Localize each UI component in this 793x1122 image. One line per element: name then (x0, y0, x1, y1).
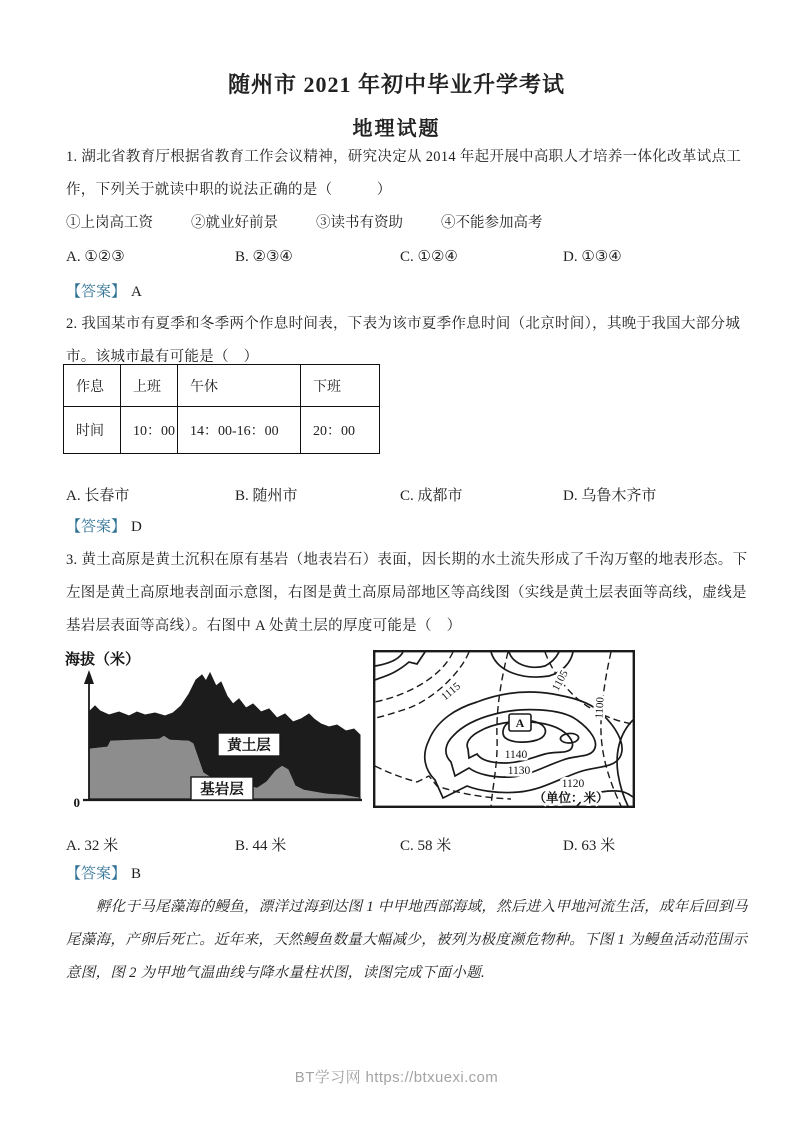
option-a: A. ①②③ (66, 249, 125, 265)
passage-line-3: 意图，图 2 为甲地气温曲线与降水量柱状图，读图完成下面小题. (66, 965, 485, 981)
bedrock-label: 基岩层 (200, 782, 244, 798)
answer-label: 【答案】 (66, 284, 127, 300)
option-c: C. 58 米 (400, 838, 452, 854)
table-header-cell: 作息 (64, 365, 121, 407)
table-header-cell: 午休 (178, 365, 301, 407)
site-watermark: BT学习网 https://btxuexi.com (294, 1069, 499, 1086)
choice-3: ③读书有资助 (316, 215, 403, 231)
choice-1: ①上岗高工资 (66, 215, 153, 231)
answer-label: 【答案】 (66, 519, 127, 535)
table-cell: 时间 (64, 407, 121, 454)
contour-label-1100: 1100 (593, 696, 607, 719)
answer-value: B (131, 866, 142, 882)
contour-label-1130: 1130 (507, 765, 531, 777)
question-2-line-2: 市。该城市最有可能是（ ） (66, 349, 259, 365)
cross-section-svg (63, 648, 371, 812)
answer-label: 【答案】 (66, 866, 127, 882)
option-b: B. 44 米 (235, 838, 287, 854)
elevation-axis-label: 海拔（米） (65, 652, 141, 668)
contour-label-1115: 1115 (439, 680, 464, 704)
question-3-answer (66, 862, 141, 883)
schedule-table (63, 364, 380, 454)
table-header-cell: 上班 (121, 365, 178, 407)
table-cell: 10：00 (121, 407, 178, 454)
point-a-label: A (515, 716, 525, 730)
option-d: D. ①③④ (563, 249, 622, 265)
page-subtitle: 地理试题 (352, 118, 441, 140)
table-cell: 20：00 (301, 407, 380, 454)
option-c: C. ①②④ (400, 249, 458, 265)
question-1-choices (66, 211, 738, 232)
option-b: B. 随州市 (235, 488, 298, 504)
page-title: 随州市 2021 年初中毕业升学考试 (227, 72, 565, 97)
question-3-line-2: 左图是黄土高原地表剖面示意图，右图是黄土高原局部地区等高线图（实线是黄土层表面等高线，虚线是 (66, 585, 747, 601)
question-1-line-2: 作，下列关于就读中职的说法正确的是（ ） (66, 182, 392, 198)
answer-value: D (131, 519, 142, 535)
option-d: D. 63 米 (563, 838, 616, 854)
contour-map-svg (373, 650, 635, 808)
loess-label: 黄土层 (227, 738, 271, 754)
answer-value: A (131, 284, 142, 300)
option-c: C. 成都市 (400, 488, 463, 504)
option-d: D. 乌鲁木齐市 (563, 488, 657, 504)
option-a: A. 长春市 (66, 488, 130, 504)
origin-label: 0 (73, 795, 80, 810)
question-1-answer (66, 280, 142, 301)
unit-note: （单位：米） (533, 791, 609, 805)
option-a: A. 32 米 (66, 838, 119, 854)
option-b: B. ②③④ (235, 249, 293, 265)
question-3-options (66, 834, 766, 855)
question-2-line-1: 2. 我国某市有夏季和冬季两个作息时间表，下表为该市夏季作息时间（北京时间），其晚于我国大部分城 (66, 316, 741, 332)
passage-line-1: 孵化于马尾藻海的鳗鱼，漂洋过海到达图 1 中甲地西部海域，然后进入甲地河流生活，成年后回到马 (96, 899, 748, 915)
contour-label-1140: 1140 (504, 749, 528, 761)
question-3-line-1: 3. 黄土高原是黄土沉积在原有基岩（地表岩石）表面，因长期的水土流失形成了千沟万壑的地表形态。下 (66, 552, 748, 568)
axis-arrow-icon (84, 670, 94, 684)
question-2-answer (66, 515, 142, 536)
table-header-cell: 下班 (301, 365, 380, 407)
question-3-line-3: 基岩层表面等高线）。右图中 A 处黄土层的厚度可能是（ ） (66, 618, 462, 634)
contour-label-1120: 1120 (561, 778, 585, 790)
question-2-options (66, 484, 766, 505)
table-cell: 14：00-16：00 (178, 407, 301, 454)
cross-section-figure (63, 648, 371, 817)
choice-4: ④不能参加高考 (441, 215, 543, 231)
passage-line-2: 尾藻海，产卵后死亡。近年来，天然鳗鱼数量大幅减少，被列为极度濒危物种。下图 1 为鳗鱼活动范围示 (66, 932, 748, 948)
question-1-line-1: 1. 湖北省教育厅根据省教育工作会议精神，研究决定从 2014 年起开展中高职人才培养一体化改革试点工 (66, 149, 742, 165)
contour-map-figure (373, 650, 635, 813)
choice-2: ②就业好前景 (191, 215, 278, 231)
question-1-options (66, 247, 766, 266)
contour-label-1105: 1105 (549, 668, 571, 693)
